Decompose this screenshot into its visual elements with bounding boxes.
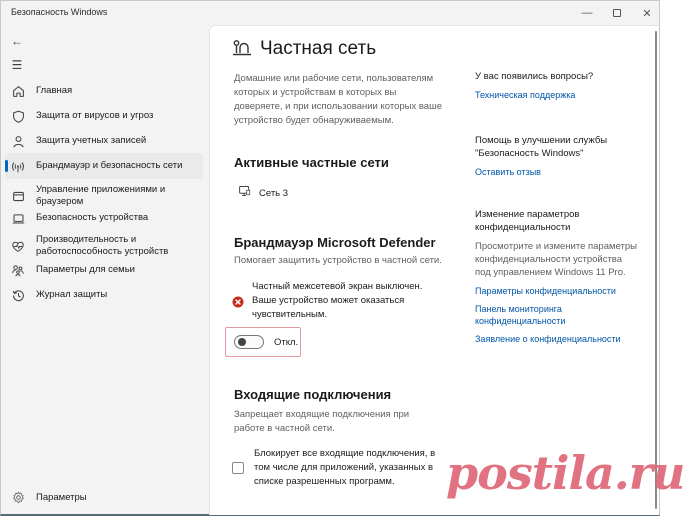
window-title: Безопасность Windows [11,7,108,17]
sidebar-item-settings[interactable] [5,489,87,505]
firewall-description: Помогает защитить устройство в частной сети. [234,255,442,266]
sidebar-item-label: Производительность и работоспособность устройств [36,234,169,257]
close-button[interactable] [632,1,662,25]
laptop-icon [10,210,26,226]
sidebar-item-protection-history[interactable] [5,284,203,306]
sidebar-item-label: Параметры для семьи [36,264,135,275]
sidebar-item-family-options[interactable] [5,259,203,281]
sidebar-item-label: Журнал защиты [36,289,108,300]
firewall-toggle-state: Откл. [274,336,299,348]
privacy-statement-link[interactable]: Заявление о конфиденциальности [475,334,621,344]
back-arrow-icon: ← [11,34,23,48]
firewall-warning-text: Частный межсетевой экран выключен. Ваше устройство может оказаться чувствительным. [252,281,423,320]
privacy-section [475,208,640,345]
privacy-dashboard-link[interactable]: Панель мониторинга конфиденциальности [475,304,566,326]
incoming-connections-description: Запрещает входящие подключения при работе в частной сети. [234,409,410,434]
firewall-toggle[interactable] [234,335,264,349]
firewall-toggle-highlight [225,327,301,357]
sidebar-item-virus-protection[interactable] [5,104,203,128]
privacy-heading: Изменение параметров конфиденциальности [475,209,580,233]
sidebar-item-label: Управление приложениями и браузером [36,184,166,207]
feedback-section [475,134,635,178]
firewall-warning [232,280,432,322]
minimize-button[interactable] [572,1,602,25]
person-icon [10,133,26,149]
page-header [232,38,376,60]
active-networks-heading: Активные частные сети [234,155,389,170]
close-icon: ✕ [642,7,652,20]
maximize-icon [613,9,621,17]
watermark-text: postila.ru [446,446,684,500]
sidebar [1,25,209,515]
privacy-settings-link[interactable]: Параметры конфиденциальности [475,286,616,296]
shield-icon [10,108,26,124]
browser-window-icon [10,188,26,204]
sidebar-item-label: Брандмауэр и безопасность сети [36,160,183,171]
sidebar-item-device-performance[interactable] [5,231,203,261]
sidebar-item-home[interactable] [5,79,203,103]
page-title: Частная сеть [260,38,377,59]
hamburger-menu-button[interactable] [7,55,27,75]
monitor-network-icon [238,184,251,202]
block-incoming-option [232,447,442,489]
family-icon [10,262,26,278]
sidebar-item-label: Параметры [36,491,87,503]
maximize-button[interactable] [602,1,632,25]
history-icon [10,287,26,303]
hamburger-icon: ☰ [11,58,23,72]
gear-icon [10,489,26,505]
sidebar-item-firewall[interactable] [5,153,203,179]
feedback-heading: Помощь в улучшении службы "Безопасность Windows" [475,135,608,159]
sidebar-item-label: Главная [36,85,73,96]
questions-section [475,70,655,101]
sidebar-item-account-protection[interactable] [5,129,203,153]
toggle-knob [238,338,246,346]
block-incoming-checkbox[interactable] [232,462,244,474]
sidebar-item-label: Защита от вирусов и угроз [36,110,154,121]
incoming-connections-heading: Входящие подключения [234,387,392,402]
network-name: Сеть 3 [259,187,289,199]
vertical-scrollbar[interactable] [655,31,657,509]
heart-pulse-icon [10,238,26,254]
back-button[interactable] [7,31,27,51]
error-icon [232,295,244,307]
minimize-icon: — [581,7,593,19]
sidebar-item-device-security-row[interactable] [5,207,203,229]
sidebar-item-label: Защита учетных записей [36,135,147,146]
give-feedback-link[interactable]: Оставить отзыв [475,167,541,177]
questions-heading: У вас появились вопросы? [475,71,594,82]
wifi-signal-icon [10,158,26,174]
firewall-heading: Брандмауэр Microsoft Defender [234,235,436,250]
private-network-icon [232,39,252,59]
sidebar-item-label: Безопасность устройства [36,212,149,223]
privacy-text: Просмотрите и измените параметры конфиденциальности устройства под управлением Windows 11 Pro. [475,241,637,278]
block-incoming-label: Блокирует все входящие подключения, в том числе для приложений, указанных в списке разрешенных программ. [254,448,436,487]
active-network-item [238,184,288,202]
main-content [209,25,659,515]
title-bar [1,1,659,25]
tech-support-link[interactable]: Техническая поддержка [475,90,576,100]
home-icon [10,83,26,99]
page-description: Домашние или рабочие сети, пользователям которых и устройствам в которых вы доверяете, и при использовании которых ваше устройство будет обнаруживаемым. [234,73,442,126]
